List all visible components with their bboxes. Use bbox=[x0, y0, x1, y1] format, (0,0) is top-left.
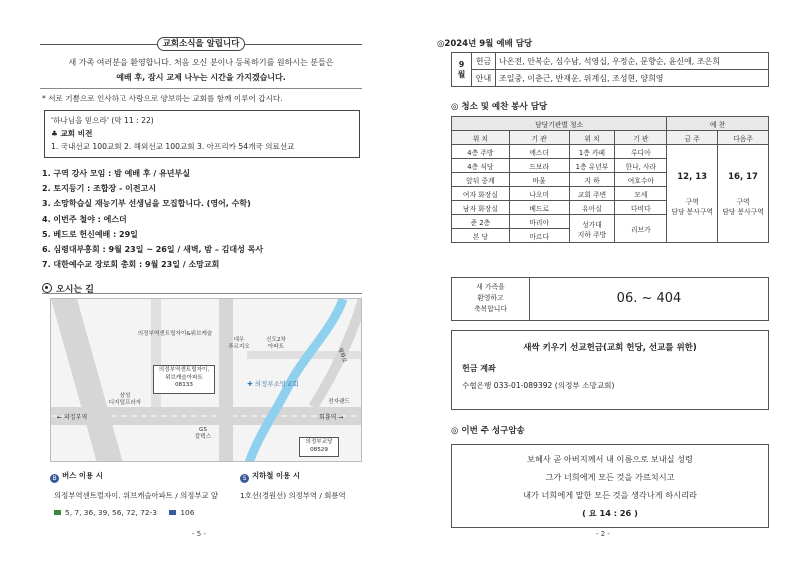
memory-verse-box bbox=[451, 444, 769, 528]
col-head: 기 관 bbox=[615, 131, 667, 145]
cell: 4층 주방 bbox=[452, 145, 510, 159]
this-week-role: 구역 bbox=[685, 197, 699, 206]
col-head: 위 치 bbox=[452, 131, 510, 145]
verse-heading: ◎ 이번 주 성구암송 bbox=[451, 426, 525, 436]
green-bus-numbers: 5, 7, 36, 39, 56, 72, 72-3 bbox=[65, 508, 157, 517]
page-number: - 5 - bbox=[192, 530, 206, 538]
cell: 에스더 bbox=[509, 145, 569, 159]
map-label-top-building: 의정부역센트럴자이&위브캐슬 bbox=[137, 331, 213, 337]
cell: 준 2층 bbox=[452, 215, 510, 229]
account-label: 헌금 계좌 bbox=[462, 364, 496, 373]
map-label-shindong: 신도2차 아파트 bbox=[266, 337, 286, 350]
verse-line: 내가 너희에게 말한 모든 것을 생각나게 하시리라 bbox=[523, 490, 697, 500]
target-icon bbox=[42, 283, 52, 293]
map-central-building: 의정부역센트럴자이, 위브캐슬아파트 08133 bbox=[153, 365, 215, 394]
cell: 4층 식당 bbox=[452, 159, 510, 173]
table-row bbox=[452, 131, 769, 145]
col-head: 금 주 bbox=[667, 131, 718, 145]
cell: 한나, 사라 bbox=[615, 159, 667, 173]
cell: 모세 bbox=[615, 187, 667, 201]
table-row bbox=[452, 70, 769, 87]
col-head: 다음주 bbox=[718, 131, 769, 145]
cell: 리브가 bbox=[615, 215, 667, 243]
blue-bus-icon bbox=[169, 510, 176, 515]
cell: 드보라 bbox=[509, 159, 569, 173]
next-week-sub: 담당 봉사구역 bbox=[722, 207, 764, 216]
newcomer-label-line: 축복합니다 bbox=[474, 305, 507, 313]
vision-box bbox=[44, 110, 360, 158]
cell: 여자 화장실 bbox=[452, 187, 510, 201]
mission-title: 새싹 키우기 선교헌금(교회 헌당, 선교를 위한) bbox=[523, 343, 697, 353]
newcomer-label bbox=[452, 278, 530, 320]
table-row bbox=[452, 145, 769, 159]
announcement-list bbox=[42, 166, 372, 272]
worship-kind: 안내 bbox=[472, 70, 496, 87]
vision-items: 1. 국내선교 100교회 2. 해외선교 100교회 3. 아프리카 54개국 의료선교 bbox=[51, 142, 295, 151]
verse-reference: ( 요 14 : 26 ) bbox=[582, 508, 638, 518]
announcement-item: 4. 이번주 철야 : 에스더 bbox=[42, 214, 127, 224]
bus-stop: 의정부역센트럴자이. 위브캐슬아파트 / 의정부교 앞 bbox=[54, 491, 219, 500]
newcomer-label-line: 새 가족을 bbox=[476, 283, 505, 291]
cell-line: 지하 주방 bbox=[577, 230, 607, 239]
map-label-daewoo: 대우 푸르지오 bbox=[228, 337, 250, 350]
announcement-item: 1. 구역 강사 모임 : 밤 예배 후 / 유년부실 bbox=[42, 169, 190, 178]
table-row bbox=[452, 53, 769, 70]
subway-section bbox=[240, 470, 300, 483]
next-week-numbers: 16, 17 bbox=[728, 171, 758, 182]
announcement-item: 3. 소망학습실 재능기부 선생님을 모집합니다. (영어, 수학) bbox=[42, 199, 251, 209]
subway-title: 지하철 이용 시 bbox=[252, 471, 300, 480]
divider bbox=[42, 293, 362, 294]
green-bus-icon bbox=[54, 510, 61, 515]
service-heading: ◎ 청소 및 예찬 봉사 담당 bbox=[451, 102, 548, 112]
church-name: 의정부소망교회 bbox=[254, 380, 299, 388]
cell: 바울 bbox=[509, 173, 569, 187]
worship-names: 나온전, 안복순, 심수남, 석영십, 우정순, 문향순, 윤신애, 조은희 bbox=[496, 53, 769, 70]
subway-icon: S bbox=[240, 474, 249, 483]
announcement-item: 7. 대한예수교 장로회 총회 : 9월 23일 / 소망교회 bbox=[42, 260, 220, 270]
church-marker[interactable] bbox=[245, 381, 301, 388]
bus-section bbox=[50, 470, 103, 483]
welcome-line: 새 가족 여러분을 환영합니다. 처음 오신 분이나 등록하기를 원하시는 분들은 bbox=[68, 58, 334, 67]
map-label-samsung: 삼성 디지털프라자 bbox=[108, 393, 142, 406]
cell: 베드로 bbox=[509, 201, 569, 215]
service-group-head: 담당기관별 청소 bbox=[452, 117, 667, 131]
announcement-item: 2. 토지등기 : 조합장 - 이전고시 bbox=[42, 184, 157, 194]
bus-title: 버스 이용 시 bbox=[62, 471, 103, 480]
newcomer-box bbox=[451, 277, 769, 321]
worship-title: ◎2024년 9월 예배 담당 bbox=[437, 39, 533, 49]
notice-header bbox=[40, 37, 362, 51]
cell: 유아실 bbox=[569, 201, 615, 215]
cell-line: 성가대 bbox=[582, 220, 602, 229]
worship-kind: 헌금 bbox=[472, 53, 496, 70]
page-number: - 2 - bbox=[596, 530, 610, 538]
newcomer-label-line: 환영하고 bbox=[477, 294, 504, 302]
col-head: 기 관 bbox=[509, 131, 569, 145]
cell: 지 하 bbox=[569, 173, 615, 187]
cell: 1층 카페 bbox=[569, 145, 615, 159]
cell: 여호수아 bbox=[615, 173, 667, 187]
welcome-line: 예배 후, 잠시 교제 나누는 시간을 가지겠습니다. bbox=[116, 73, 286, 82]
cell: 다비다 bbox=[615, 201, 667, 215]
bus-routes bbox=[54, 508, 194, 517]
service-table bbox=[451, 116, 769, 243]
bank-account: 수협은행 033-01-089392 (의정부 소망교회) bbox=[462, 381, 615, 390]
blue-bus-numbers: 106 bbox=[180, 508, 195, 517]
newcomer-number: 06. ~ 404 bbox=[616, 291, 682, 306]
road-label-left: ← 의정부역 bbox=[57, 414, 88, 421]
map-label-gs: GS 칼텍스 bbox=[194, 427, 212, 440]
worship-month: 9월 bbox=[452, 53, 472, 87]
verse-line: 그가 너희에게 모든 것을 가르치시고 bbox=[545, 472, 675, 482]
announcement-item: 6. 심령대부흥회 : 9월 23일 ~ 26일 / 새벽, 밤 – 김대성 목사 bbox=[42, 245, 264, 255]
this-week-cell bbox=[667, 145, 718, 243]
cell: 본 당 bbox=[452, 229, 510, 243]
announcement-item: 5. 베드로 헌신예배 : 29일 bbox=[42, 229, 138, 239]
this-week-numbers: 12, 13 bbox=[677, 171, 708, 182]
cell: 마리아 bbox=[509, 215, 569, 229]
map-post-office: 의정부교당 08529 bbox=[299, 437, 339, 457]
divider bbox=[40, 88, 362, 89]
bus-icon: B bbox=[50, 474, 59, 483]
cell: 남자 화장실 bbox=[452, 201, 510, 215]
cell: 교회 주변 bbox=[569, 187, 615, 201]
verse-line: 보혜사 곧 아버지께서 내 이름으로 보내실 성령 bbox=[527, 454, 693, 464]
road-label-right: 회룡역 → bbox=[319, 414, 344, 421]
cell: 1층 유년부 bbox=[569, 159, 615, 173]
subway-line: 1호선(경원선) 의정부역 / 회룡역 bbox=[240, 491, 346, 500]
cell: 앞뒤 중계 bbox=[452, 173, 510, 187]
worship-table bbox=[451, 52, 769, 87]
cell: 루디아 bbox=[615, 145, 667, 159]
worship-names: 조일중, 이춘근, 반재운, 위계심, 조성현, 양희영 bbox=[496, 70, 769, 87]
cell: 마르다 bbox=[509, 229, 569, 243]
road-label-vertical: 평화로 bbox=[336, 346, 348, 364]
service-praise-head: 예 찬 bbox=[667, 117, 769, 131]
location-map[interactable] bbox=[50, 298, 362, 462]
directions-title: 오시는 길 bbox=[56, 285, 94, 295]
notice-title: 교회소식을 알립니다 bbox=[157, 37, 245, 51]
col-head: 위 치 bbox=[569, 131, 615, 145]
map-label-electroland: 전자랜드 bbox=[328, 399, 350, 405]
cell: 나오미 bbox=[509, 187, 569, 201]
vision-title: ♣ 교회 비전 bbox=[51, 129, 93, 138]
next-week-role: 구역 bbox=[736, 197, 750, 206]
greeting-text: * 서로 기쁨으로 인사하고 사랑으로 양보하는 교회를 함께 이루어 갑시다. bbox=[42, 94, 283, 103]
this-week-sub: 담당 봉사구역 bbox=[671, 207, 713, 216]
church-icon: ✚ bbox=[247, 380, 255, 388]
mission-offering-box bbox=[451, 330, 769, 410]
vision-slogan: '하나님을 믿으라' (막 11 : 22) bbox=[51, 116, 154, 125]
next-week-cell bbox=[718, 145, 769, 243]
welcome-message bbox=[40, 55, 362, 85]
table-row bbox=[452, 117, 769, 131]
cell bbox=[569, 215, 615, 243]
